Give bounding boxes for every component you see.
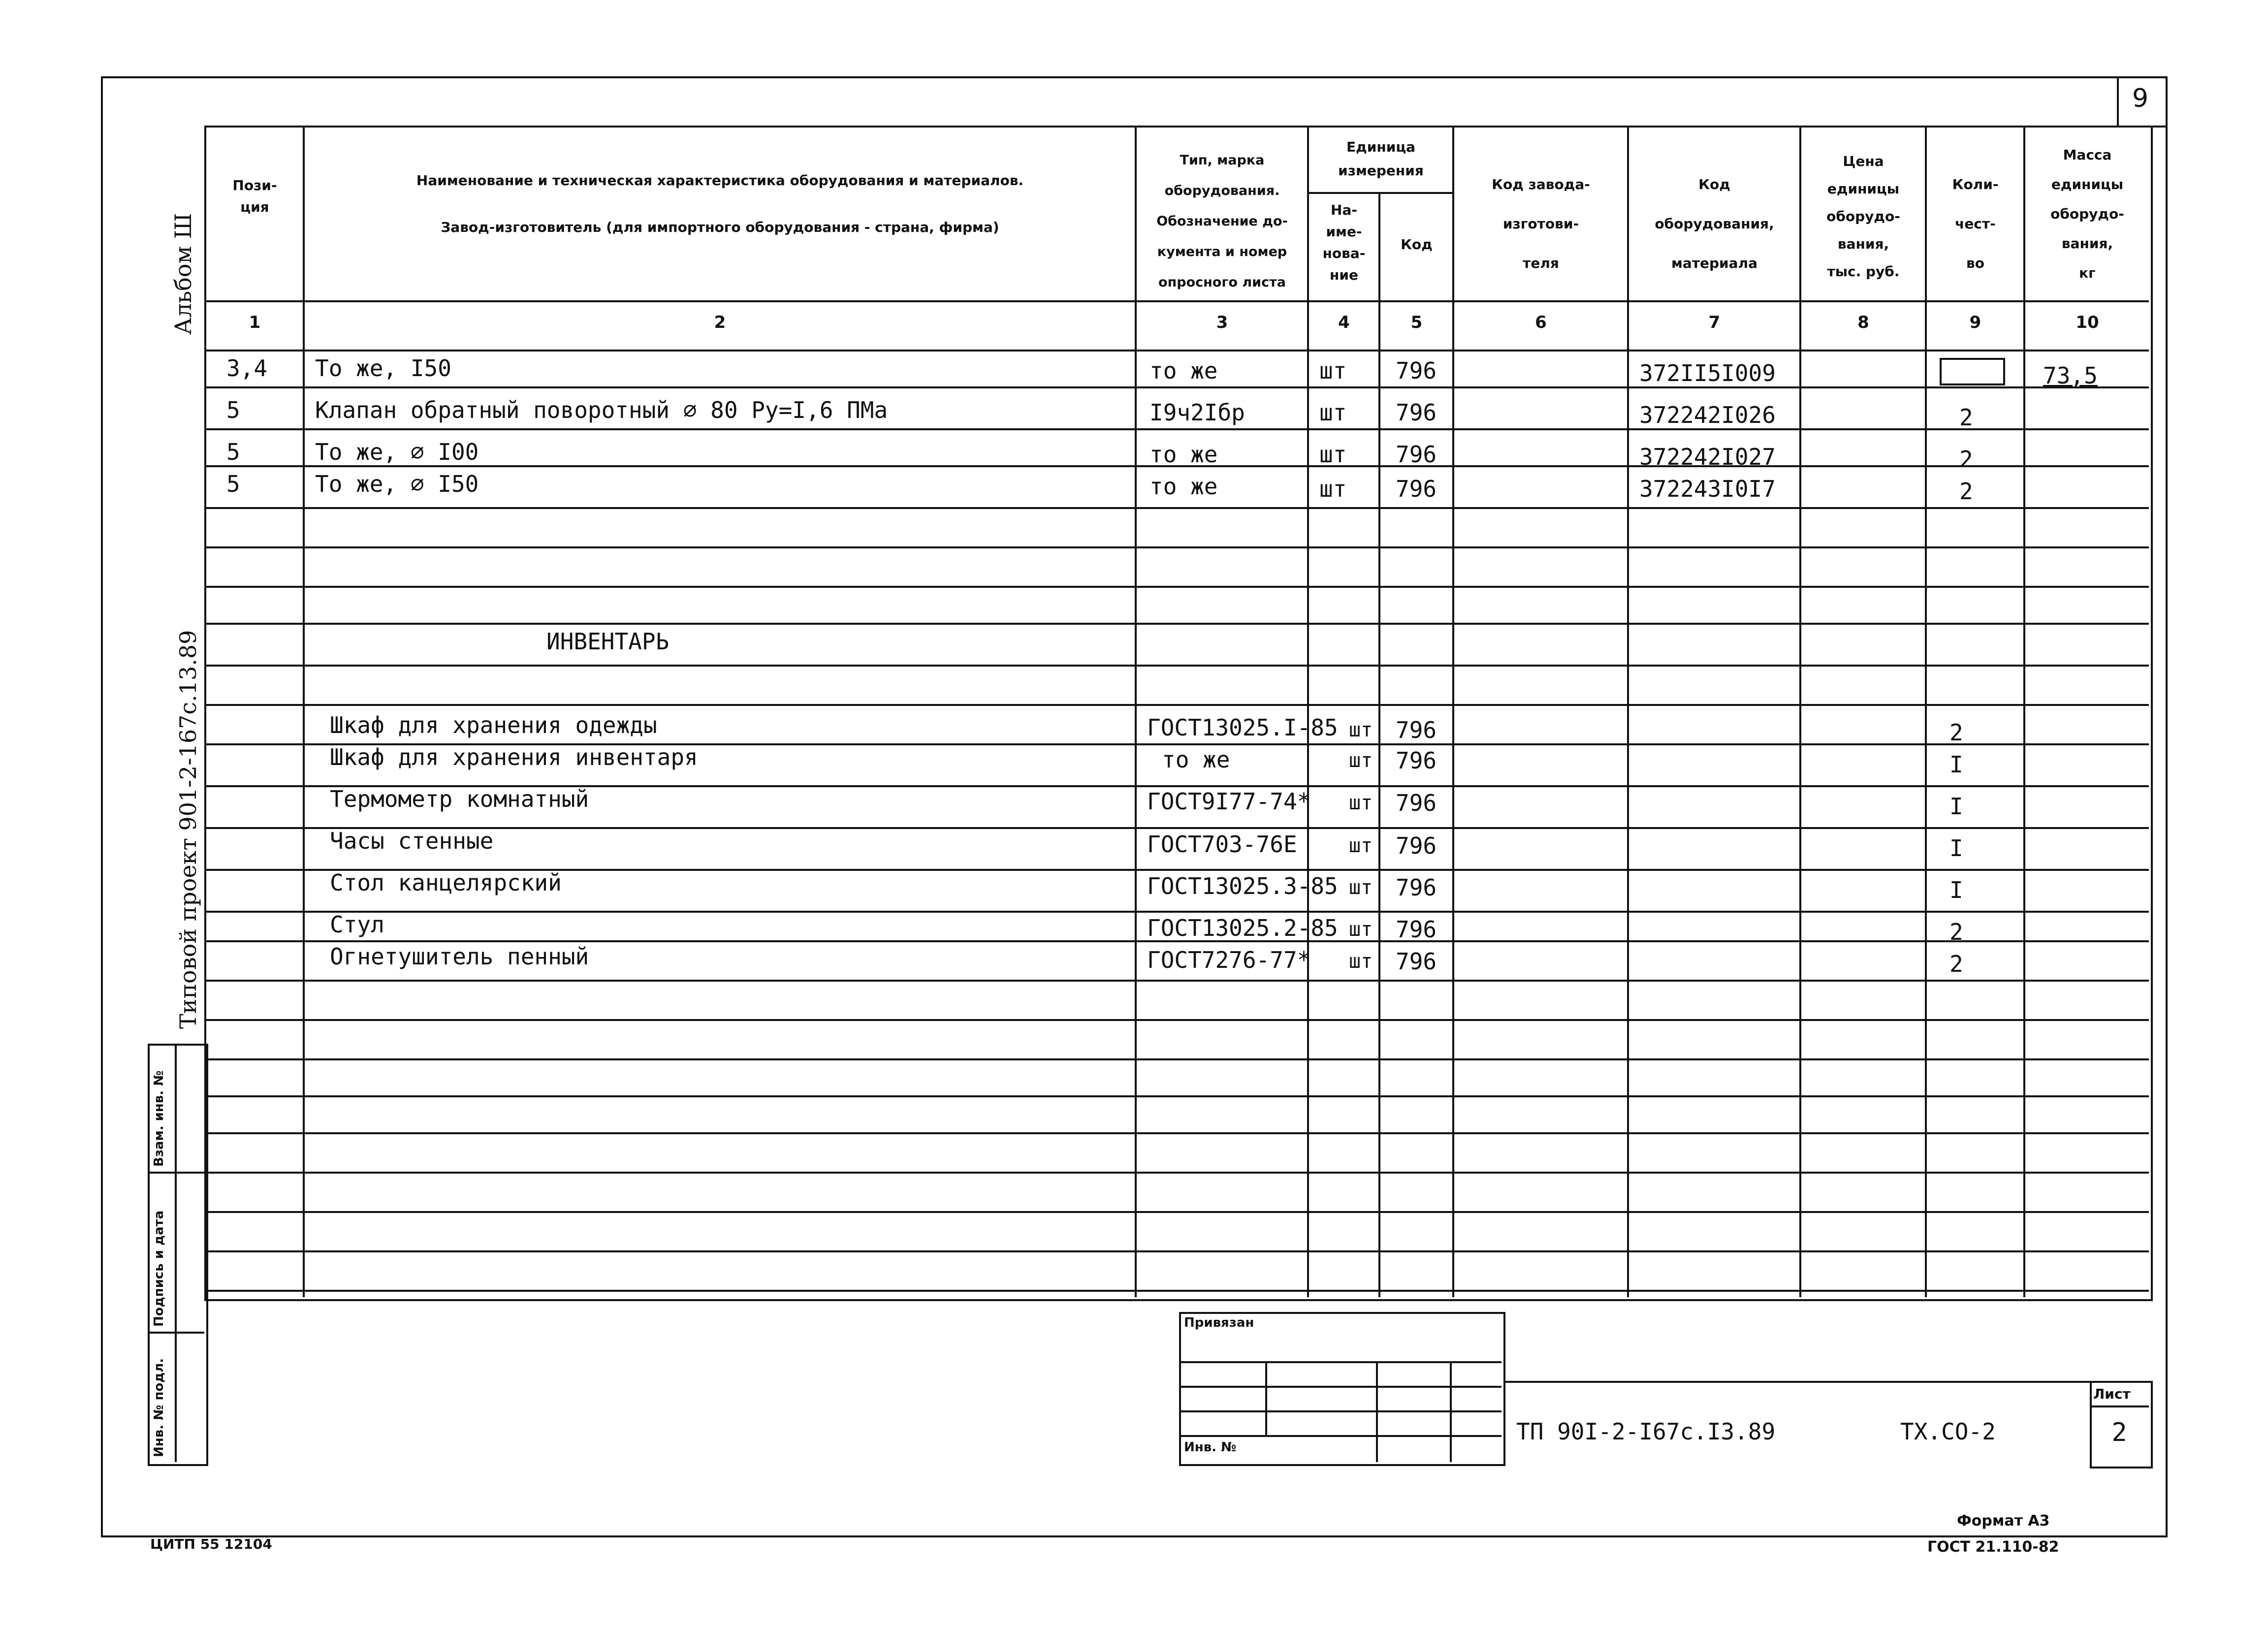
project-code: ТП 90I-2-I67с.I3.89	[1516, 1418, 1776, 1445]
album-label: Альбом Ш	[170, 213, 196, 335]
row-line	[204, 623, 2149, 625]
row-unit: шт	[1319, 357, 1347, 384]
margin-stamp-divider	[175, 1044, 177, 1462]
inventory-name: Шкаф для хранения одежды	[330, 712, 657, 738]
format-label: Формат А3	[1957, 1512, 2050, 1530]
inventory-unit-code: 796	[1396, 790, 1437, 816]
margin-stamp-inventory: Инв. № подл.	[152, 1358, 166, 1457]
inventory-unit-code: 796	[1396, 948, 1437, 975]
colnum-bottom-line	[204, 350, 2149, 351]
row-quantity: 2	[1959, 404, 1973, 431]
colnum-7: 7	[1708, 313, 1721, 332]
row-name: То же, ∅ I00	[315, 439, 479, 465]
row-line	[204, 827, 2149, 829]
inventory-type: ГОСТ13025.2-85	[1147, 915, 1338, 941]
row-unit: шт	[1319, 441, 1347, 468]
row-equipment-code: 372II5I009	[1639, 360, 1776, 386]
section-title-inventory: ИНВЕНТАРЬ	[546, 628, 670, 655]
row-equipment-code: 372242I027	[1639, 444, 1776, 470]
inventory-name: Стул	[330, 911, 384, 938]
header-mass: Масса единицы оборудо- вания, кг	[2050, 147, 2124, 281]
inventory-quantity: 2	[1949, 951, 1963, 977]
row-line	[204, 1211, 2149, 1213]
quantity-empty-box	[1940, 358, 2005, 385]
colnum-4: 4	[1338, 313, 1350, 332]
row-position: 5	[226, 439, 240, 465]
project-label: Типовой проект 901-2-167с.13.89	[175, 630, 201, 1029]
row-line	[204, 546, 2149, 548]
colnum-5: 5	[1410, 313, 1423, 332]
row-position: 5	[226, 471, 240, 497]
sheet-label: Лист	[2093, 1386, 2131, 1402]
binding-stamp-line	[1179, 1361, 1501, 1363]
margin-stamp-signature: Подпись и дата	[152, 1210, 166, 1327]
row-line	[204, 1058, 2149, 1060]
binding-stamp-col	[1450, 1361, 1452, 1462]
binding-stamp-line	[1179, 1410, 1501, 1412]
row-unit: шт	[1319, 399, 1347, 426]
inventory-name: Термометр комнатный	[330, 786, 589, 812]
header-type: Тип, марка оборудования. Обозначение до- кумента и номер опросного листа	[1156, 153, 1288, 290]
inventory-type: ГОСТ7276-77*	[1147, 947, 1311, 973]
inventory-unit: шт	[1349, 950, 1373, 973]
row-unit-code: 796	[1396, 357, 1437, 384]
inventory-unit: шт	[1349, 719, 1373, 741]
row-line	[204, 1250, 2149, 1252]
header-price: Цена единицы оборудо- вания, тыс. руб.	[1826, 153, 1900, 280]
row-line	[204, 911, 2149, 913]
margin-stamp-divider	[148, 1172, 204, 1174]
margin-stamp-replace: Взам. инв. №	[152, 1070, 166, 1167]
row-line	[204, 428, 2149, 430]
row-position: 5	[226, 397, 240, 423]
row-line	[204, 704, 2149, 706]
row-line	[204, 1019, 2149, 1021]
corner-sheet-number: 9	[2132, 84, 2149, 113]
row-equipment-code: 372243I0I7	[1639, 476, 1776, 502]
gost-label: ГОСТ 21.110-82	[1927, 1538, 2059, 1556]
header-unit-code: Код	[1401, 236, 1433, 253]
inventory-quantity: I	[1949, 877, 1963, 903]
binding-stamp-line	[1179, 1386, 1501, 1388]
sheet-number: 2	[2111, 1418, 2127, 1447]
header-equipment-code: Код оборудования, материала	[1655, 176, 1774, 271]
header-name-line1: Наименование и техническая характеристика оборудования и материалов.	[416, 172, 1024, 189]
row-quantity: 2	[1959, 478, 1973, 505]
inventory-unit: шт	[1349, 834, 1373, 857]
inventory-name: Стол канцелярский	[330, 869, 562, 896]
row-mass: 73,5	[2043, 362, 2098, 389]
header-name-line2: Завод-изготовитель (для импортного оборудования - страна, фирма)	[441, 219, 999, 235]
colnum-10: 10	[2076, 313, 2099, 332]
inventory-type: то же	[1162, 746, 1230, 773]
inventory-name: Огнетушитель пенный	[330, 943, 589, 970]
colnum-8: 8	[1857, 313, 1869, 332]
colnum-3: 3	[1216, 313, 1228, 332]
unit-group-line	[1307, 192, 1452, 194]
row-line	[204, 1132, 2149, 1134]
row-equipment-code: 372242I026	[1639, 402, 1776, 428]
row-unit-code: 796	[1396, 476, 1437, 502]
header-bottom-line	[204, 300, 2149, 302]
header-position: Пози- ция	[232, 177, 277, 215]
row-type: то же	[1150, 357, 1218, 384]
row-quantity: 2	[1959, 446, 1973, 473]
inventory-name: Часы стенные	[330, 828, 494, 854]
inventory-unit: шт	[1349, 749, 1373, 772]
binding-stamp-col	[1265, 1361, 1267, 1435]
binding-inv-label: Инв. №	[1184, 1440, 1237, 1455]
row-line	[204, 586, 2149, 588]
inventory-quantity: 2	[1949, 919, 1963, 945]
inventory-name: Шкаф для хранения инвентаря	[330, 744, 698, 770]
header-factory-code: Код завода- изготови- теля	[1492, 176, 1590, 271]
inventory-unit-code: 796	[1396, 874, 1437, 901]
inventory-unit: шт	[1349, 876, 1373, 899]
row-line	[204, 507, 2149, 509]
row-type: I9ч2Iбр	[1150, 399, 1245, 426]
inventory-type: ГОСТ9I77-74*	[1147, 788, 1311, 815]
inventory-quantity: I	[1949, 835, 1963, 862]
title-block-top	[204, 1290, 2149, 1292]
header-unit-group: Единица измерения	[1338, 139, 1424, 179]
colnum-9: 9	[1969, 313, 1981, 332]
inventory-type: ГОСТ13025.3-85	[1147, 873, 1338, 899]
inventory-unit-code: 796	[1396, 747, 1437, 774]
row-line	[204, 1095, 2149, 1097]
inventory-quantity: I	[1949, 793, 1963, 820]
row-unit-code: 796	[1396, 441, 1437, 468]
row-unit-code: 796	[1396, 399, 1437, 426]
header-unit-name: На- име- нова- ние	[1322, 202, 1366, 283]
colnum-1: 1	[249, 313, 261, 332]
row-line	[204, 665, 2149, 667]
sheet-number-divider	[2090, 1405, 2149, 1407]
row-name: То же, I50	[315, 355, 451, 382]
row-line	[204, 386, 2149, 388]
row-line	[204, 980, 2149, 982]
inventory-quantity: I	[1949, 751, 1963, 778]
binding-stamp-col	[1376, 1361, 1378, 1462]
inventory-unit: шт	[1349, 792, 1373, 814]
colnum-2: 2	[714, 313, 726, 332]
inventory-type: ГОСТ703-76Е	[1147, 831, 1297, 858]
header-quantity: Коли- чест- во	[1952, 176, 1999, 271]
margin-stamp-divider	[148, 1332, 204, 1334]
binding-label: Привязан	[1184, 1315, 1254, 1330]
binding-stamp-line	[1179, 1435, 1501, 1437]
inventory-quantity: 2	[1949, 719, 1963, 746]
row-type: то же	[1150, 441, 1218, 468]
row-unit: шт	[1319, 476, 1347, 502]
inventory-unit-code: 796	[1396, 717, 1437, 743]
colnum-6: 6	[1535, 313, 1547, 332]
row-type: то же	[1150, 473, 1218, 500]
inventory-unit-code: 796	[1396, 916, 1437, 943]
inventory-unit: шт	[1349, 918, 1373, 941]
row-line	[204, 1172, 2149, 1174]
inventory-unit-code: 796	[1396, 832, 1437, 859]
row-name: Клапан обратный поворотный ∅ 80 Ру=I,6 ПМа	[315, 397, 888, 423]
inventory-type: ГОСТ13025.I-85	[1147, 714, 1338, 741]
cipher-label: ЦИТП 55 12104	[150, 1536, 272, 1552]
row-position: 3,4	[226, 355, 268, 382]
row-name: То же, ∅ I50	[315, 471, 479, 497]
sheet-code: ТХ.СО-2	[1900, 1418, 1996, 1445]
